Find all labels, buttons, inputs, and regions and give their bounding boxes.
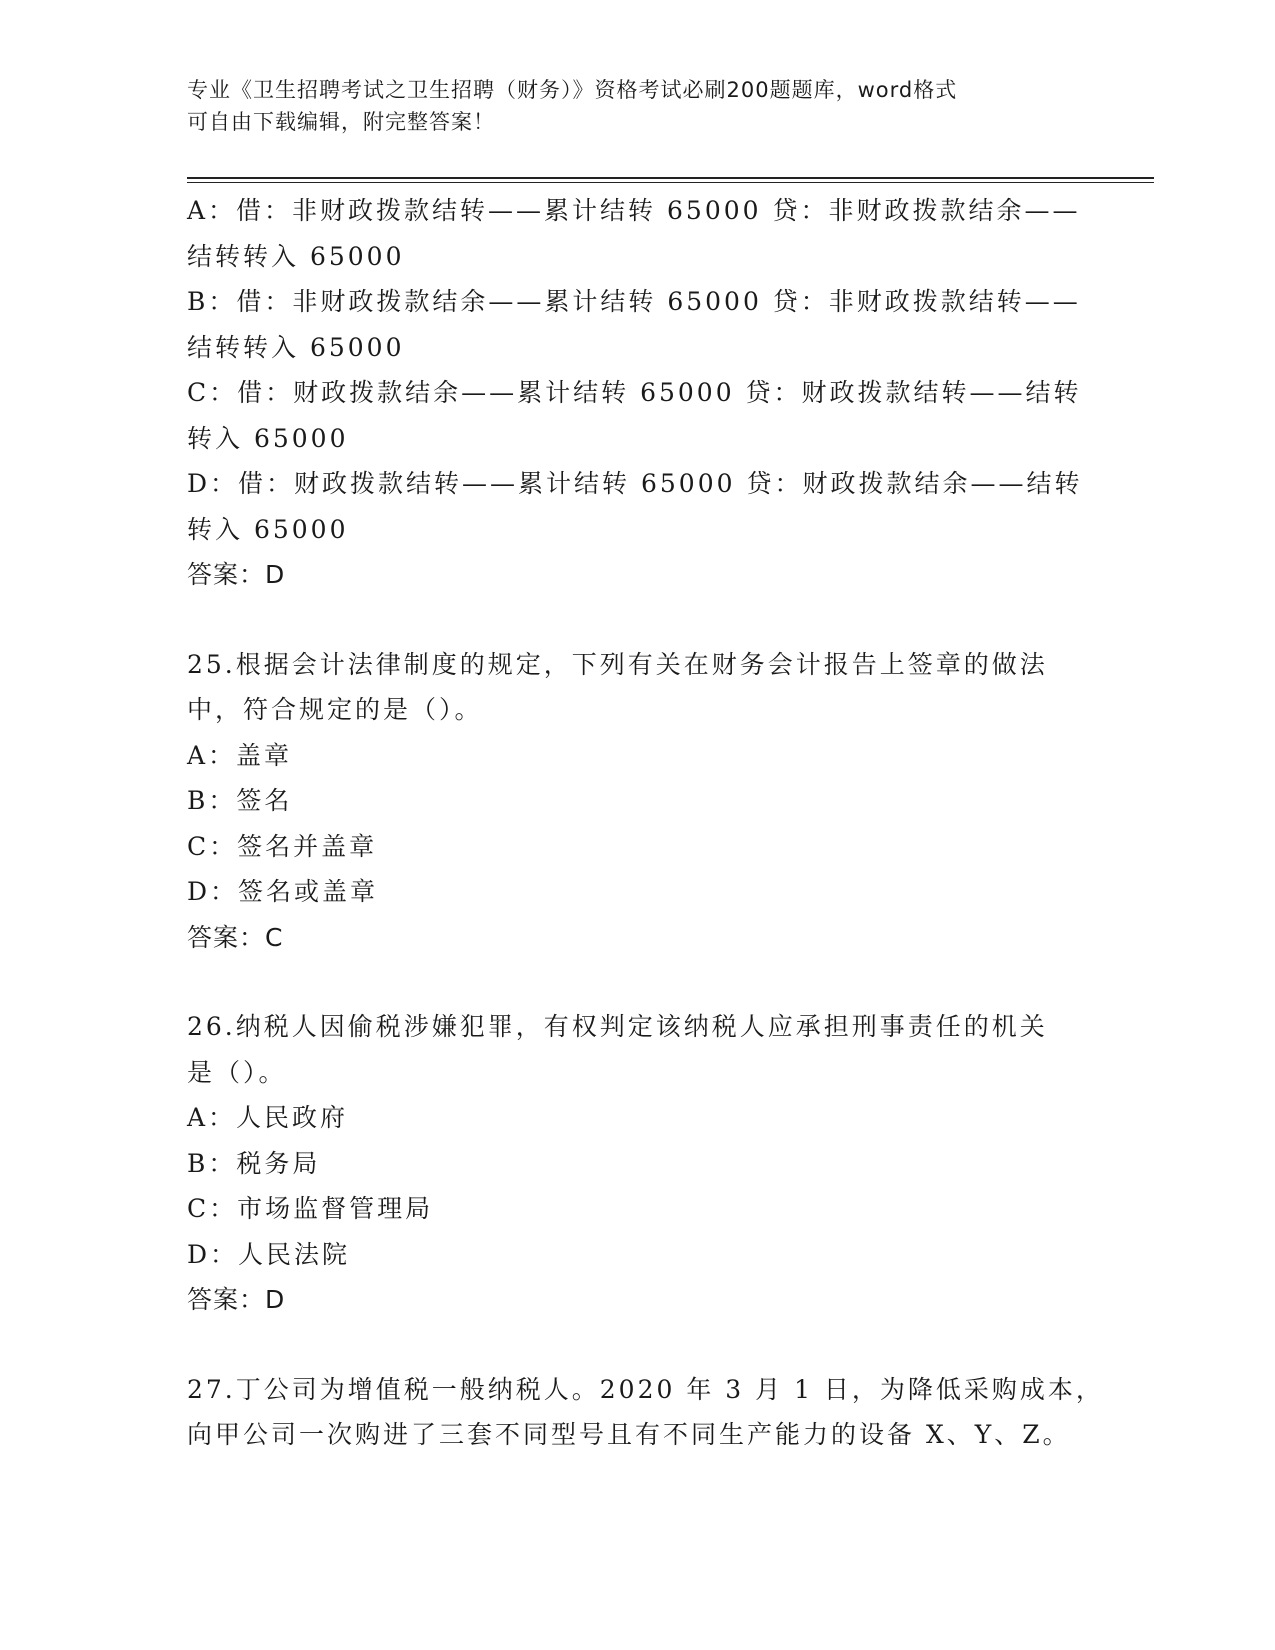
q24-option-b-line-2: 结转转入 65000 <box>187 332 405 362</box>
question-27-block <box>187 1367 1104 1458</box>
q25-stem-line-1: 25.根据会计法律制度的规定，下列有关在财务会计报告上签章的做法 <box>187 649 1048 679</box>
q25-answer: 答案：C <box>187 922 284 952</box>
document-body <box>187 188 1104 1458</box>
q24-option-c-line-2: 转入 65000 <box>187 423 349 453</box>
header-line-2: 可自由下载编辑，附完整答案！ <box>187 110 495 134</box>
q26-option-a: A：人民政府 <box>187 1103 349 1132</box>
question-26-block <box>187 1004 1087 1323</box>
q25-option-b: B：签名 <box>187 786 293 815</box>
q27-stem-line-2: 向甲公司一次购进了三套不同型号且有不同生产能力的设备 X、Y、Z。 <box>187 1420 1071 1449</box>
question-25-block <box>187 642 1087 961</box>
document-header <box>187 74 1067 138</box>
q25-option-d: D：签名或盖章 <box>187 877 379 906</box>
q26-answer: 答案：D <box>187 1285 286 1314</box>
q24-option-a-line-2: 结转转入 65000 <box>187 241 405 271</box>
q24-answer: 答案：D <box>187 560 286 589</box>
q26-option-d: D：人民法院 <box>187 1239 351 1269</box>
q26-option-c: C：市场监督管理局 <box>187 1194 434 1223</box>
q26-stem-line-2: 是（）。 <box>187 1057 287 1087</box>
q25-stem-line-2: 中，符合规定的是（）。 <box>187 695 483 724</box>
q27-stem-line-1: 27.丁公司为增值税一般纳税人。2020 年 3 月 1 日，为降低采购成本， <box>187 1374 1104 1404</box>
q24-option-c-line-1: C：借：财政拨款结余——累计结转 65000 贷：财政拨款结转——结转 <box>187 378 1082 407</box>
q25-option-a: A：盖章 <box>187 740 293 770</box>
q24-option-d-line-2: 转入 65000 <box>187 514 349 544</box>
q26-stem-line-1: 26.纳税人因偷税涉嫌犯罪，有权判定该纳税人应承担刑事责任的机关 <box>187 1012 1048 1041</box>
q24-option-a-line-1: A：借：非财政拨款结转——累计结转 65000 贷：非财政拨款结余—— <box>187 196 1081 225</box>
header-line-1: 专业《卫生招聘考试之卫生招聘（财务）》资格考试必刷200题题库，word格式 <box>187 78 958 102</box>
q25-option-c: C：签名并盖章 <box>187 831 378 861</box>
q24-option-d-line-1: D：借：财政拨款结转——累计结转 65000 贷：财政拨款结余——结转 <box>187 469 1083 498</box>
q24-option-b-line-1: B：借：非财政拨款结余——累计结转 65000 贷：非财政拨款结转—— <box>187 287 1081 316</box>
question-24-block <box>187 188 1087 598</box>
header-divider <box>187 177 1154 183</box>
q26-option-b: B：税务局 <box>187 1148 321 1178</box>
